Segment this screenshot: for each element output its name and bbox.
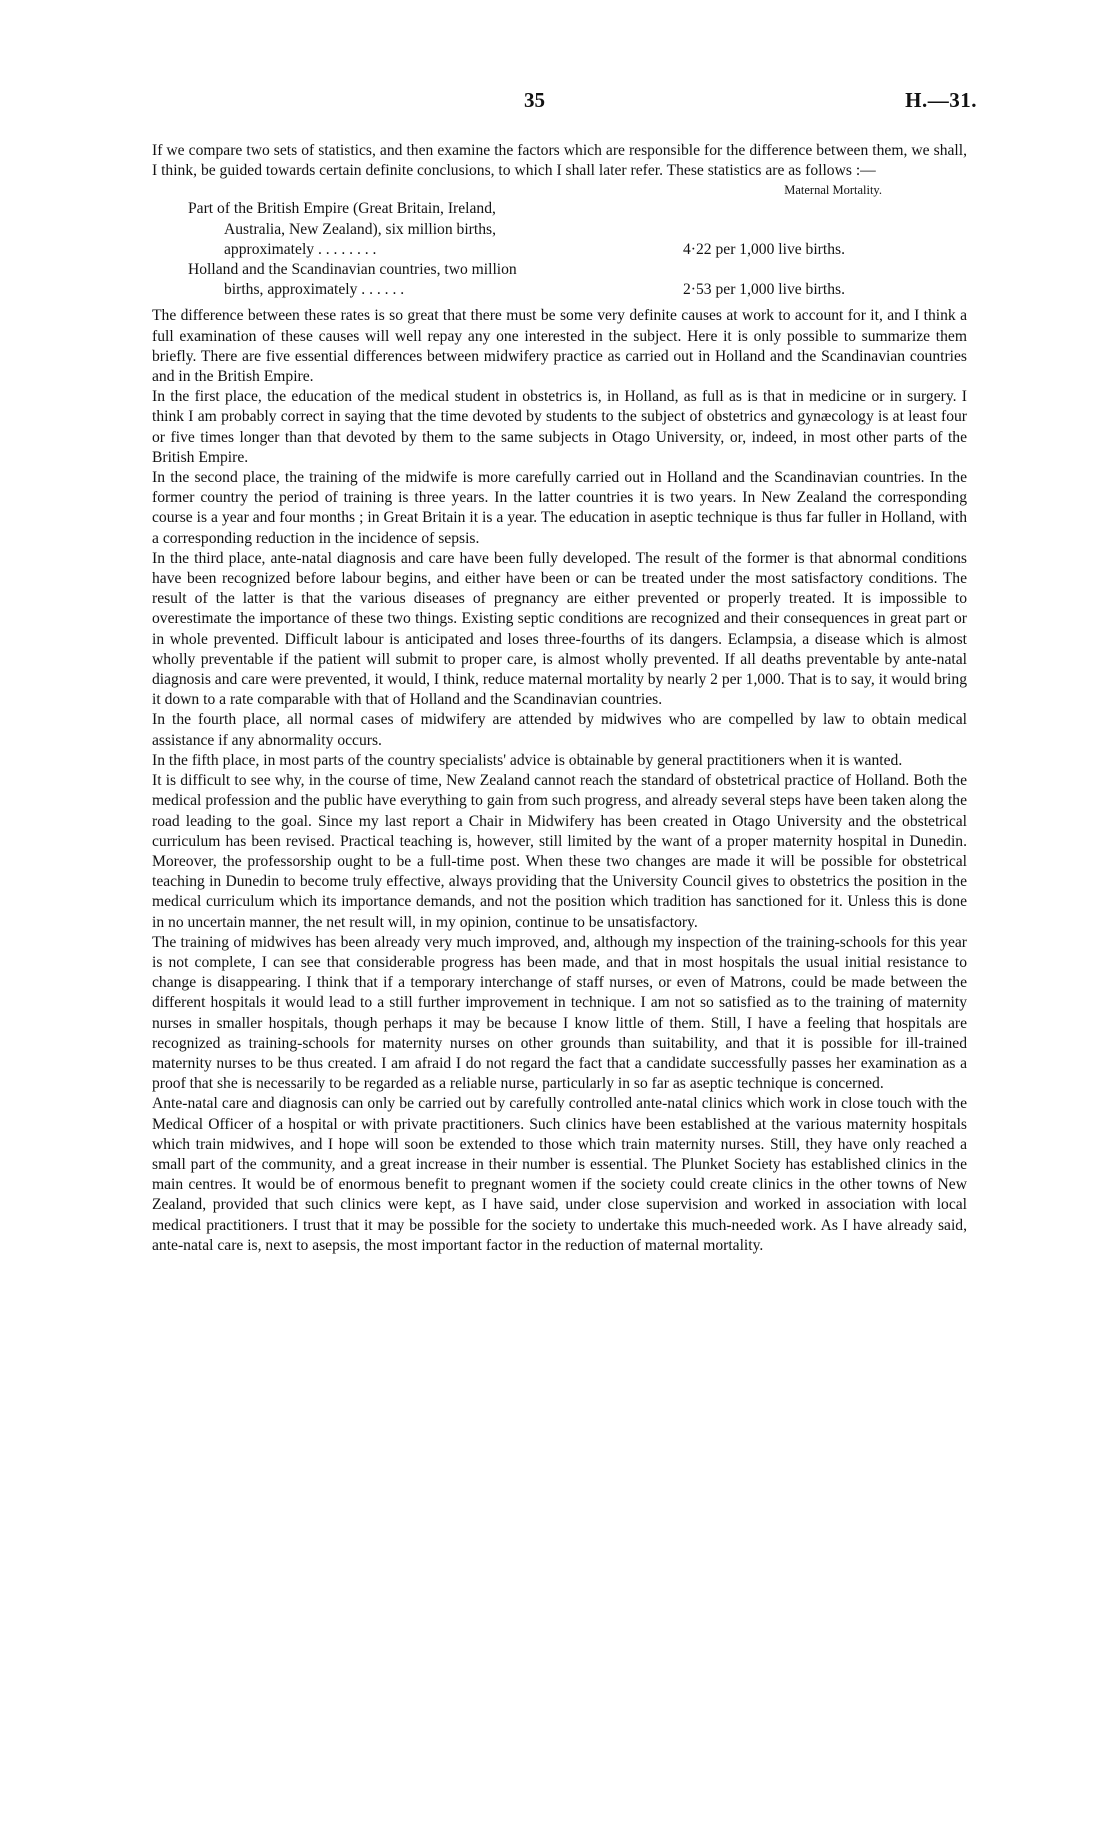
document-reference: H.—31. bbox=[905, 88, 977, 112]
body-paragraph: In the second place, the training of the midwife is more carefully carried out in Holland and the Scandinavian countries. In the former country the period of training is three years. In the latter countries it is two years. In New Zealand the corresponding course is a year and four months ; in Great Britain it is a year. The education in aseptic technique is thus far fuller in Holland, with a corresponding reduction in the incidence of sepsis. bbox=[152, 469, 967, 547]
stats-label-line: Holland and the Scandinavian countries, two million bbox=[188, 261, 517, 279]
body-paragraph: The difference between these rates is so great that there must be some very definite causes at work to account for it, and I think a full examination of these causes will well repay any one interested in the subject. Here it is only possible to summarize them briefly. There are five essential differences between midwifery practice as carried out in Holland and the Scandinavian countries and in the British Empire. bbox=[152, 307, 967, 386]
stats-label-line: births, approximately . . . . . . bbox=[224, 281, 405, 299]
body-paragraph: In the third place, ante-natal diagnosis and care have been fully developed. The result of the former is that abnormal conditions have been recognized before labour begins, and either have been or can be treated under the most satisfactory conditions. The result of the latter is that the various diseases of pregnancy are either prevented or properly treated. It is impossible to overestimate the importance of these two things. Existing septic conditions are recognized and their consequences in great part or in whole prevented. Difficult labour is anticipated and loses three-fourths of its dangers. Eclampsia, a disease which is almost wholly preventable if the patient will submit to proper care, is almost wholly prevented. If all deaths preventable by ante-natal diagnosis and care were prevented, it would, I think, reduce maternal mortality by nearly 2 per 1,000. That is to say, it would bring it down to a rate comparable with that of Holland and the Scandinavian countries. bbox=[152, 549, 967, 709]
stats-column-heading: Maternal Mortality. bbox=[784, 183, 882, 198]
document-body bbox=[152, 141, 967, 1256]
intro-paragraph: If we compare two sets of statistics, and then examine the factors which are responsible for the difference between them, we shall, I think, be guided towards certain definite conclusions, to which I shall later refer. These statistics are as follows :— bbox=[152, 142, 967, 180]
body-paragraph: The training of midwives has been already very much improved, and, although my inspection of the training-schools for this year is not complete, I can see that considerable progress has been made, and that in most hospitals the usual initial resistance to change is disappearing. I think that if a temporary interchange of staff nurses, or even of Matrons, could be made between the different hospitals it would lead to a still further improvement in technique. I am not so satisfied as to the training of maternity nurses in smaller hospitals, though perhaps it may be because I know little of them. Still, I have a feeling that hospitals are recognized as training-schools for maternity nurses on other grounds than suitability, and that it is possible for ill-trained maternity nurses to be thus created. I am afraid I do not regard the fact that a candidate successfully passes her examination as a proof that she is necessarily to be regarded as a reliable nurse, particularly in so far as aseptic technique is concerned. bbox=[152, 933, 967, 1093]
stats-label-line: Australia, New Zealand), six million births, bbox=[224, 220, 496, 238]
stats-row bbox=[188, 199, 967, 260]
stats-label-line: Part of the British Empire (Great Britain, Ireland, bbox=[188, 200, 496, 218]
statistics-table bbox=[152, 181, 967, 300]
stats-row-value: 2·53 per 1,000 live births. bbox=[683, 281, 845, 299]
stats-label-line: approximately . . . . . . . . bbox=[224, 240, 377, 258]
body-paragraph: Ante-natal care and diagnosis can only be carried out by carefully controlled ante-natal clinics which work in close touch with the Medical Officer of a hospital or with private practitioners. Such clinics have been established at the various maternity hospitals which train midwives, and I hope will soon be extended to those which train maternity nurses. Still, they have only reached a small part of the community, and a great increase in their number is essential. The Plunket Society has established clinics in the main centres. It would be of enormous benefit to pregnant women if the society could create clinics in the other towns of New Zealand, provided that such clinics were kept, as I have said, under close supervision and worked in association with local medical practitioners. I trust that it may be possible for the society to undertake this much-needed work. As I have already said, ante-natal care is, next to asepsis, the most important factor in the reduction of maternal mortality. bbox=[152, 1095, 967, 1254]
page-header bbox=[0, 88, 1114, 118]
stats-row bbox=[188, 260, 967, 300]
body-paragraph: In the fourth place, all normal cases of midwifery are attended by midwives who are compelled by law to obtain medical assistance if any abnormality occurs. bbox=[152, 711, 967, 749]
stats-row-label bbox=[188, 199, 663, 260]
body-paragraph: In the fifth place, in most parts of the country specialists' advice is obtainable by general practitioners when it is wanted. bbox=[152, 751, 903, 769]
page-number: 35 bbox=[524, 88, 545, 112]
body-paragraph: In the first place, the education of the medical student in obstetrics is, in Holland, as full as is that in medicine or in surgery. I think I am probably correct in saying that the time devoted by students to the subject of obstetrics and gynæcology is at least four or five times longer than that devoted by them to the same subjects in Otago University, or, indeed, in most other parts of the British Empire. bbox=[152, 388, 967, 466]
stats-row-label bbox=[188, 260, 663, 300]
body-paragraph: It is difficult to see why, in the course of time, New Zealand cannot reach the standard of obstetrical practice of Holland. Both the medical profession and the public have everything to gain from such progress, and already several steps have been taken along the road leading to the goal. Since my last report a Chair in Midwifery has been created in Otago University and the obstetrical curriculum has been revised. Practical teaching is, however, still limited by the want of a proper maternity hospital in Dunedin. Moreover, the professorship ought to be a full-time post. When these two changes are made it will be possible for obstetrical teaching in Dunedin to become truly effective, always providing that the University Council gives to obstetrics the position in the medical curriculum which its importance demands, and not the position which tradition has sanctioned for it. Unless this is done in no uncertain manner, the net result will, in my opinion, continue to be unsatisfactory. bbox=[152, 772, 967, 931]
stats-row-value: 4·22 per 1,000 live births. bbox=[683, 240, 845, 258]
